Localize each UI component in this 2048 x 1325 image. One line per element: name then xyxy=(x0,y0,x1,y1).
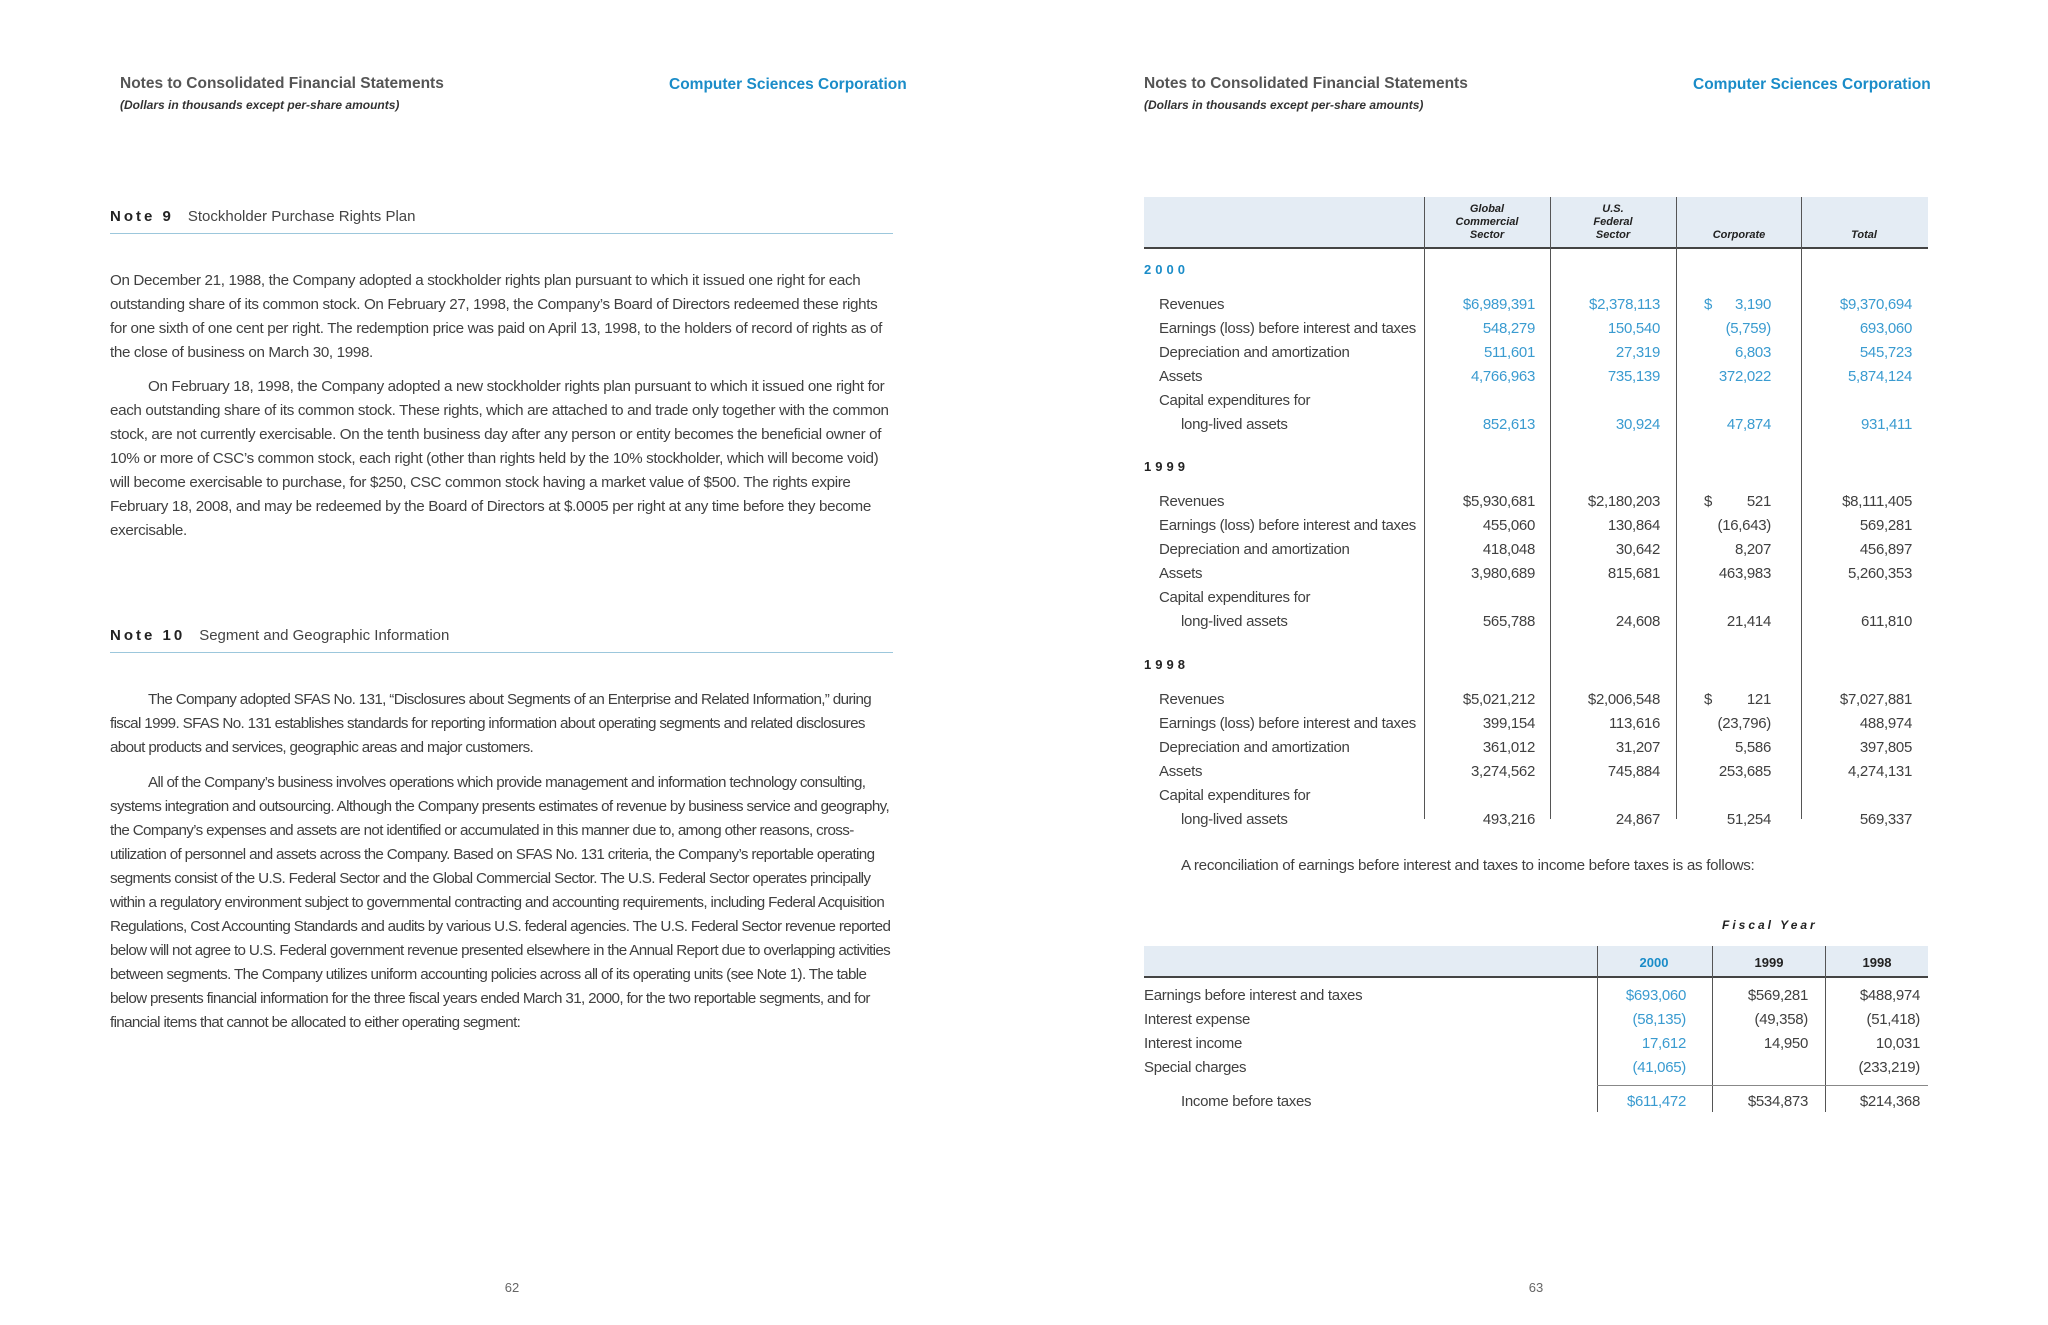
reconciliation-intro: A reconciliation of earnings before interest and taxes to income before taxes is as follows: xyxy=(1181,857,1755,874)
rec-cell: 10,031 xyxy=(1875,1035,1920,1052)
rec-cell: $488,974 xyxy=(1859,987,1920,1004)
page-number-right: 63 xyxy=(1528,1280,1544,1295)
rec-cell: (233,219) xyxy=(1858,1059,1920,1076)
reconciliation-divider xyxy=(1825,946,1826,1112)
table-cell: 130,864 xyxy=(1607,517,1660,534)
table-cell: 5,260,353 xyxy=(1847,565,1912,582)
note9-heading xyxy=(110,208,893,234)
row-label: Capital expenditures for xyxy=(1159,589,1311,606)
year-label-2000: 2000 xyxy=(1144,262,1189,277)
table-cell: 5,586 xyxy=(1734,739,1771,756)
table-cell: 4,766,963 xyxy=(1470,368,1535,385)
table-cell: 150,540 xyxy=(1607,320,1660,337)
table-cell: $2,006,548 xyxy=(1587,691,1660,708)
table-cell: 3,274,562 xyxy=(1470,763,1535,780)
rec-col-1999: 1999 xyxy=(1754,955,1784,970)
header-title: Notes to Consolidated Financial Statements xyxy=(120,75,444,92)
rec-cell: (49,358) xyxy=(1754,1011,1808,1028)
table-cell: 30,642 xyxy=(1615,541,1660,558)
year-label-1999: 1999 xyxy=(1144,459,1189,474)
col-global-commercial-line2: Commercial xyxy=(1455,216,1519,228)
rec-row-label: Interest expense xyxy=(1144,1011,1251,1028)
dollar-sign: $ xyxy=(1704,296,1713,313)
table-cell: 3,980,689 xyxy=(1470,565,1535,582)
reconciliation-total-rule xyxy=(1597,1085,1928,1086)
table-cell: 31,207 xyxy=(1615,739,1660,756)
rec-col-2000: 2000 xyxy=(1639,955,1669,970)
table-cell: $6,989,391 xyxy=(1462,296,1535,313)
table-cell: 565,788 xyxy=(1482,613,1535,630)
table-cell: 6,803 xyxy=(1734,344,1771,361)
note10-paragraph-1: The Company adopted SFAS No. 131, “Disclosures about Segments of an Enterprise and Related Information,” during fiscal 1999. SFAS No. 131 establishes standards for reporting information about operating segments and related disclosures about products and services, geographic areas and major customers. xyxy=(110,691,872,756)
note10-heading xyxy=(110,627,893,653)
col-us-federal xyxy=(1551,203,1675,242)
table-cell: 511,601 xyxy=(1483,344,1535,361)
header-company-right: Computer Sciences Corporation xyxy=(1693,76,1931,93)
row-label: Depreciation and amortization xyxy=(1159,739,1350,756)
row-label: Capital expenditures for xyxy=(1159,392,1311,409)
row-label: Revenues xyxy=(1159,493,1225,510)
table-cell: $8,111,405 xyxy=(1842,493,1912,510)
header-title-right: Notes to Consolidated Financial Statements xyxy=(1144,75,1468,92)
page-number-left: 62 xyxy=(504,1280,520,1295)
row-label: Revenues xyxy=(1159,296,1225,313)
rec-cell: 14,950 xyxy=(1763,1035,1808,1052)
table-cell: 548,279 xyxy=(1482,320,1535,337)
row-label: long-lived assets xyxy=(1181,613,1288,630)
table-cell: 4,274,131 xyxy=(1847,763,1912,780)
rec-cell: (41,065) xyxy=(1632,1059,1686,1076)
table-cell: 5,874,124 xyxy=(1847,368,1912,385)
row-label: Depreciation and amortization xyxy=(1159,541,1350,558)
table-cell: 455,060 xyxy=(1482,517,1535,534)
table-cell: 745,884 xyxy=(1607,763,1660,780)
table-cell: 253,685 xyxy=(1718,763,1771,780)
table-cell: 372,022 xyxy=(1718,368,1771,385)
segment-table-divider xyxy=(1550,197,1551,819)
table-cell: $7,027,881 xyxy=(1839,691,1912,708)
rec-cell: $569,281 xyxy=(1747,987,1808,1004)
table-cell: 545,723 xyxy=(1859,344,1912,361)
note10-paragraph-2: All of the Company’s business involves operations which provide management and information technology consulting, systems integration and outsourcing. Although the Company presents estimates of revenue by business service and geography, the Company’s expenses and assets are not identified or accumulated in this manner due to, among other reasons, cross-utilization of personnel and assets across the Company. Based on SFAS No. 131 criteria, the Company’s reportable operating segments consist of the U.S. Federal Sector and the Global Commercial Sector. The U.S. Federal Sector operates principally within a regulatory environment subject to governmental contracting and accounting requirements, including Federal Acquisition Regulations, Cost Accounting Standards and audits by various U.S. federal agencies. The U.S. Federal Sector revenue reported below will not agree to U.S. Federal government revenue presented elsewhere in the Annual Report due to overlapping activities between segments. The Company utilizes uniform accounting policies across all of its operating units (see Note 1). The table below presents financial information for the three fiscal years ended March 31, 2000, for the two reportable segments, and for financial items that cannot be allocated to either operating segment: xyxy=(110,774,891,1031)
table-cell: 852,613 xyxy=(1482,416,1535,433)
row-label: long-lived assets xyxy=(1181,416,1288,433)
rec-cell: 17,612 xyxy=(1641,1035,1686,1052)
table-cell: 8,207 xyxy=(1734,541,1771,558)
col-corporate: Corporate xyxy=(1712,229,1766,241)
table-cell: 121 xyxy=(1746,691,1771,708)
table-cell: $9,370,694 xyxy=(1839,296,1912,313)
table-cell: 47,874 xyxy=(1726,416,1771,433)
table-cell: 24,608 xyxy=(1615,613,1660,630)
header-company: Computer Sciences Corporation xyxy=(669,76,907,93)
col-total: Total xyxy=(1851,229,1877,241)
table-cell: 456,897 xyxy=(1859,541,1912,558)
row-label: Depreciation and amortization xyxy=(1159,344,1350,361)
header-subtitle-right: (Dollars in thousands except per-share amounts) xyxy=(1144,98,1424,112)
col-us-federal-line2: Federal xyxy=(1593,216,1633,228)
table-cell: 815,681 xyxy=(1607,565,1660,582)
note9-title: Stockholder Purchase Rights Plan xyxy=(187,208,416,225)
row-label: Assets xyxy=(1159,368,1203,385)
rec-total-cell: $214,368 xyxy=(1859,1093,1920,1110)
table-cell: 397,805 xyxy=(1859,739,1912,756)
table-cell: 30,924 xyxy=(1615,416,1660,433)
header-subtitle: (Dollars in thousands except per-share amounts) xyxy=(120,98,400,112)
table-cell: $5,021,212 xyxy=(1462,691,1535,708)
table-cell: 27,319 xyxy=(1615,344,1660,361)
table-cell: (23,796) xyxy=(1717,715,1771,732)
col-global-commercial xyxy=(1425,203,1549,242)
rec-col-1998: 1998 xyxy=(1862,955,1892,970)
table-cell: 611,810 xyxy=(1860,613,1912,630)
table-cell: 463,983 xyxy=(1718,565,1771,582)
table-cell: 24,867 xyxy=(1615,811,1660,828)
fiscal-year-label: Fiscal Year xyxy=(1722,918,1818,932)
table-cell: 521 xyxy=(1746,493,1771,510)
reconciliation-divider xyxy=(1597,946,1598,1112)
row-label: Assets xyxy=(1159,763,1203,780)
rec-total-cell: $534,873 xyxy=(1747,1093,1808,1110)
table-cell: 51,254 xyxy=(1726,811,1771,828)
row-label: Earnings (loss) before interest and taxes xyxy=(1159,715,1417,732)
rec-row-label: Interest income xyxy=(1144,1035,1243,1052)
row-label: long-lived assets xyxy=(1181,811,1288,828)
table-cell: 931,411 xyxy=(1860,416,1912,433)
rec-row-label: Special charges xyxy=(1144,1059,1247,1076)
note9-paragraph-1: On December 21, 1988, the Company adopted a stockholder rights plan pursuant to which it issued one right for each outstanding share of its common stock. On February 27, 1998, the Company’s Board of Directors redeemed these rights for one sixth of one cent per right. The redemption price was paid on April 13, 1998, to the holders of record of rights as of the close of business on March 30, 1998. xyxy=(110,272,882,361)
table-cell: 21,414 xyxy=(1726,613,1771,630)
table-cell: 569,337 xyxy=(1859,811,1912,828)
col-global-commercial-line1: Global xyxy=(1469,203,1505,215)
reconciliation-divider xyxy=(1712,946,1713,1112)
segment-table-divider xyxy=(1676,197,1677,819)
row-label: Assets xyxy=(1159,565,1203,582)
row-label: Earnings (loss) before interest and taxes xyxy=(1159,320,1417,337)
note9-label: Note 9 xyxy=(110,208,174,225)
table-cell: (5,759) xyxy=(1725,320,1771,337)
table-cell: (16,643) xyxy=(1717,517,1771,534)
table-cell: 3,190 xyxy=(1734,296,1771,313)
row-label: Revenues xyxy=(1159,691,1225,708)
table-cell: $2,378,113 xyxy=(1589,296,1660,313)
note9-paragraph-2: On February 18, 1998, the Company adopted a new stockholder rights plan pursuant to which it issued one right for each outstanding share of its common stock. These rights, which are attached to and trade only together with the common stock, are not currently exercisable. On the tenth business day after any person or entity becomes the beneficial owner of 10% or more of CSC’s common stock, each right (other than rights held by the 10% stockholder, which will become void) will become exercisable to purchase, for $250, CSC common stock having a market value of $500. The rights expire February 18, 2008, and may be redeemed by the Board of Directors at $.0005 per right at any time before they become exercisable. xyxy=(110,378,889,539)
note10-label: Note 10 xyxy=(110,627,186,644)
year-label-1998: 1998 xyxy=(1144,657,1189,672)
dollar-sign: $ xyxy=(1704,493,1713,510)
table-cell: 693,060 xyxy=(1859,320,1912,337)
row-label: Capital expenditures for xyxy=(1159,787,1311,804)
table-cell: $5,930,681 xyxy=(1462,493,1535,510)
table-cell: 569,281 xyxy=(1859,517,1912,534)
table-cell: 493,216 xyxy=(1482,811,1535,828)
rec-cell: (51,418) xyxy=(1866,1011,1920,1028)
col-us-federal-line3: Sector xyxy=(1595,229,1631,241)
segment-table-divider xyxy=(1801,197,1802,819)
rec-cell: (58,135) xyxy=(1632,1011,1686,1028)
table-cell: 361,012 xyxy=(1482,739,1535,756)
dollar-sign: $ xyxy=(1704,691,1713,708)
rec-row-label: Earnings before interest and taxes xyxy=(1144,987,1363,1004)
table-cell: $2,180,203 xyxy=(1587,493,1660,510)
rec-cell: $693,060 xyxy=(1625,987,1686,1004)
table-cell: 399,154 xyxy=(1482,715,1535,732)
segment-table-divider xyxy=(1424,197,1425,819)
table-cell: 488,974 xyxy=(1859,715,1912,732)
note10-title: Segment and Geographic Information xyxy=(199,627,450,644)
row-label: Earnings (loss) before interest and taxes xyxy=(1159,517,1417,534)
rec-total-cell: $611,472 xyxy=(1626,1093,1686,1110)
table-cell: 418,048 xyxy=(1482,541,1535,558)
col-us-federal-line1: U.S. xyxy=(1602,203,1624,215)
rec-total-label: Income before taxes xyxy=(1181,1093,1312,1110)
table-cell: 735,139 xyxy=(1607,368,1660,385)
table-cell: 113,616 xyxy=(1608,715,1660,732)
col-global-commercial-line3: Sector xyxy=(1469,229,1505,241)
